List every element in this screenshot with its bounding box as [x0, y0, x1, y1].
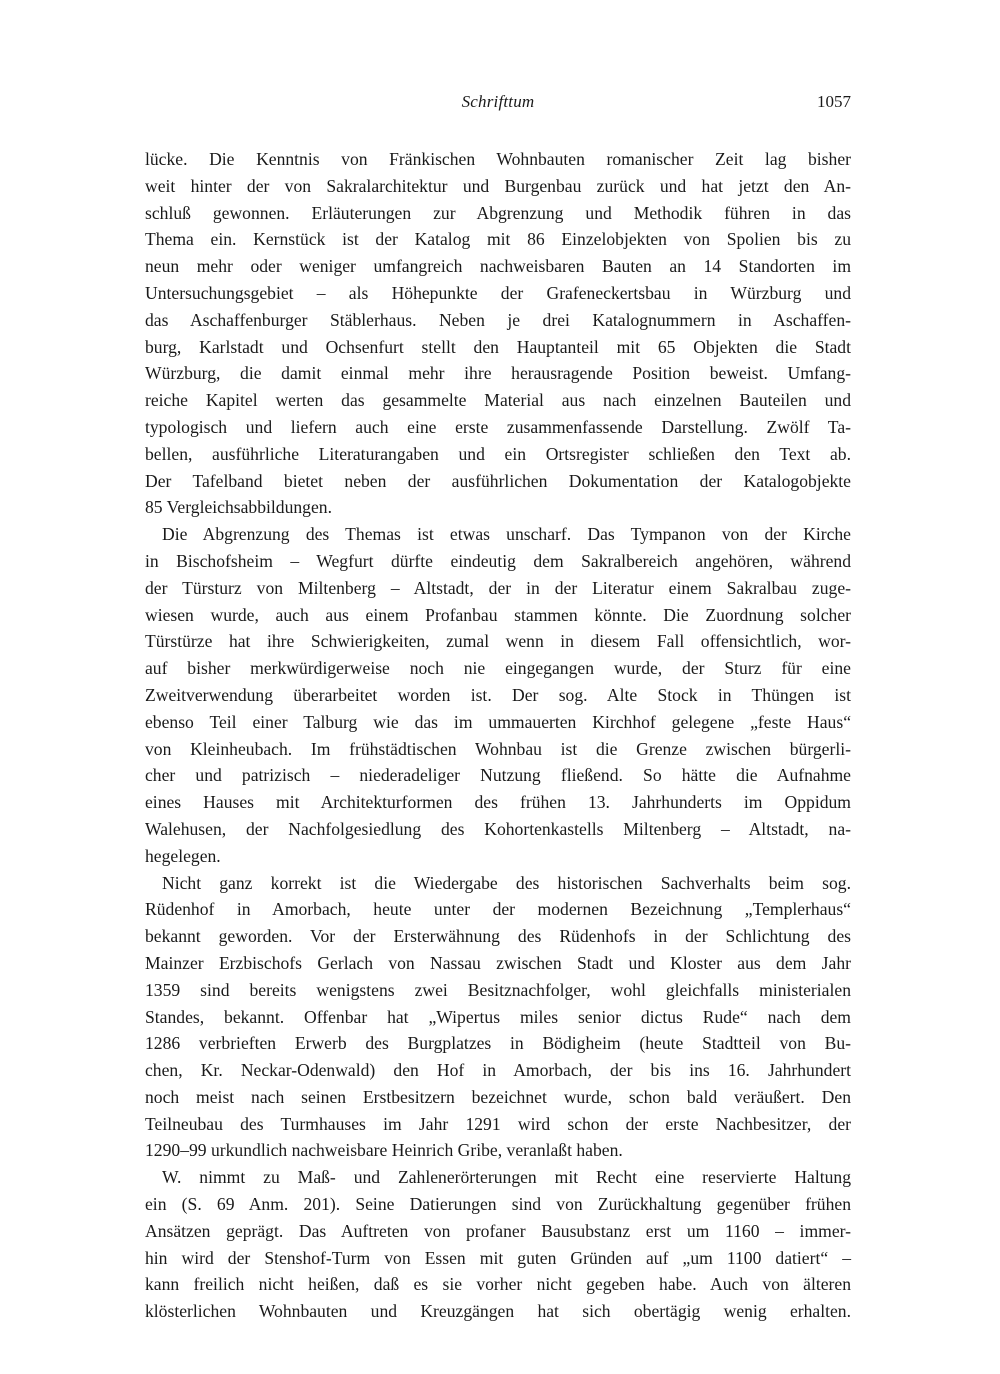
- text-line: Standes, bekannt. Offenbar hat „Wipertus miles senior dictus Rude“ nach dem: [145, 1006, 851, 1027]
- text-line: Nicht ganz korrekt ist die Wiedergabe des historischen Sachverhalts beim sog.: [162, 872, 851, 893]
- text-line: ein (S. 69 Anm. 201). Seine Datierungen sind von Zurückhaltung gegenüber frühen: [145, 1194, 851, 1215]
- text-line: klösterlichen Wohnbauten und Kreuzgängen hat sich obertägig wenig erhalten.: [145, 1301, 851, 1322]
- text-line: burg, Karlstadt und Ochsenfurt stellt den Hauptanteil mit 65 Objekten die Stadt: [145, 336, 851, 357]
- text-line: W. nimmt zu Maß- und Zahlenerörterungen mit Recht eine reservierte Haltung: [162, 1167, 851, 1188]
- text-line: hin wird der Stenshof-Turm von Essen mit guten Gründen auf „um 1100 datiert“ –: [145, 1247, 851, 1268]
- text-line: Der Tafelband bietet neben der ausführlichen Dokumentation der Katalogobjekte: [145, 470, 851, 491]
- paragraph-3: [145, 870, 851, 1165]
- paragraph-4: [145, 1164, 851, 1325]
- page-number: 1057: [817, 92, 851, 111]
- text-line: weit hinter der von Sakralarchitektur und Burgenbau zurück und hat jetzt den An-: [145, 175, 851, 196]
- text-line: Thema ein. Kernstück ist der Katalog mit 86 Einzelobjekten von Spolien bis zu: [145, 229, 851, 250]
- text-line: auf bisher merkwürdigerweise noch nie eingegangen wurde, der Sturz für eine: [145, 658, 851, 679]
- text-line: Würzburg, die damit einmal mehr ihre herausragende Position beweist. Umfang-: [145, 363, 851, 384]
- text-line: kann freilich nicht heißen, daß es sie vorher nicht gegeben habe. Auch von älteren: [145, 1274, 851, 1295]
- text-line: Türstürze hat ihre Schwierigkeiten, zumal wenn in diesem Fall offensichtlich, wor-: [145, 631, 851, 652]
- text-line: Zweitverwendung überarbeitet worden ist. Der sog. Alte Stock in Thüngen ist: [145, 684, 851, 705]
- text-line: von Kleinheubach. Im frühstädtischen Wohnbau ist die Grenze zwischen bürgerli-: [145, 738, 851, 759]
- text-line: Mainzer Erzbischofs Gerlach von Nassau zwischen Stadt und Kloster aus dem Jahr: [145, 952, 851, 973]
- text-line: schluß gewonnen. Erläuterungen zur Abgrenzung und Methodik führen in das: [145, 202, 851, 223]
- text-line: Walehusen, der Nachfolgesiedlung des Kohortenkastells Miltenberg – Altstadt, na-: [145, 818, 851, 839]
- text-line: der Türsturz von Miltenberg – Altstadt, der in der Literatur einem Sakralbau zuge-: [145, 577, 851, 598]
- text-line: in Bischofsheim – Wegfurt dürfte eindeutig dem Sakralbereich angehören, während: [145, 550, 851, 571]
- text-line: Ansätzen geprägt. Das Auftreten von profaner Bausubstanz erst um 1160 – immer-: [145, 1220, 851, 1241]
- text-line: eines Hauses mit Architekturformen des frühen 13. Jahrhunderts im Oppidum: [145, 792, 851, 813]
- text-line: Rüdenhof in Amorbach, heute unter der modernen Bezeichnung „Templerhaus“: [145, 899, 851, 920]
- text-line: typologisch und liefern auch eine erste zusammenfassende Darstellung. Zwölf Ta-: [145, 416, 851, 437]
- text-line: wiesen wurde, auch aus einem Profanbau stammen könnte. Die Zuordnung solcher: [145, 604, 851, 625]
- text-line: lücke. Die Kenntnis von Fränkischen Wohnbauten romanischer Zeit lag bisher: [145, 149, 851, 169]
- text-line: reiche Kapitel werten das gesammelte Material aus nach einzelnen Bauteilen und: [145, 390, 851, 411]
- running-title: Schrifttum: [461, 92, 535, 111]
- text-line: 1290–99 urkundlich nachweisbare Heinrich Gribe, veranlaßt haben.: [145, 1140, 623, 1161]
- text-line: 1286 verbrieften Erwerb des Burgplatzes in Bödigheim (heute Stadtteil von Bu-: [145, 1033, 851, 1054]
- text-line: Untersuchungsgebiet – als Höhepunkte der Grafeneckertsbau in Würzburg und: [145, 282, 851, 303]
- text-line: hegelegen.: [145, 845, 221, 866]
- body-text: [145, 146, 851, 1325]
- text-line: Die Abgrenzung des Themas ist etwas unscharf. Das Tympanon von der Kirche: [162, 524, 851, 545]
- paragraph-2: [145, 521, 851, 869]
- text-line: das Aschaffenburger Stäblerhaus. Neben je drei Katalognummern in Aschaffen-: [145, 309, 851, 330]
- text-line: Teilneubau des Turmhauses im Jahr 1291 wird schon der erste Nachbesitzer, der: [145, 1113, 851, 1134]
- text-line: chen, Kr. Neckar-Odenwald) den Hof in Amorbach, der bis ins 16. Jahrhundert: [145, 1060, 851, 1081]
- text-line: ebenso Teil einer Talburg wie das im ummauerten Kirchhof gelegene „feste Haus“: [145, 711, 851, 732]
- text-line: cher und patrizisch – niederadeliger Nutzung fließend. So hätte die Aufnahme: [145, 765, 851, 786]
- text-line: 1359 sind bereits wenigstens zwei Besitznachfolger, wohl gleichfalls ministerialen: [145, 979, 851, 1000]
- running-head: [145, 92, 851, 116]
- text-line: neun mehr oder weniger umfangreich nachweisbaren Bauten an 14 Standorten im: [145, 256, 851, 277]
- paragraph-1: [145, 146, 851, 521]
- text-line: 85 Vergleichsabbildungen.: [145, 497, 332, 518]
- text-line: bellen, ausführliche Literaturangaben und ein Ortsregister schließen den Text ab.: [145, 443, 851, 464]
- text-line: bekannt geworden. Vor der Ersterwähnung des Rüdenhofs in der Schlichtung des: [145, 926, 851, 947]
- text-line: noch meist nach seinen Erstbesitzern bezeichnet wurde, schon bald veräußert. Den: [145, 1086, 851, 1107]
